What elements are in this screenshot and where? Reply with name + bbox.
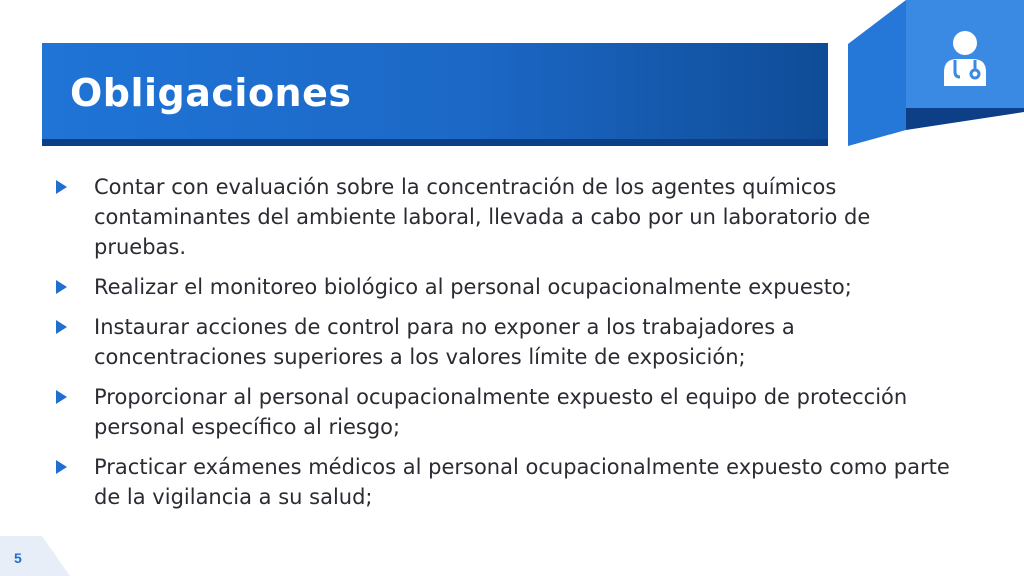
triangle-bullet-icon xyxy=(56,390,67,404)
corner-ribbon xyxy=(824,0,1024,150)
title-banner xyxy=(42,43,828,146)
bullet-item xyxy=(54,172,954,262)
bullet-item xyxy=(54,452,954,512)
page-number: 5 xyxy=(14,550,22,566)
page-corner xyxy=(0,536,70,576)
bullet-item xyxy=(54,272,954,302)
triangle-bullet-icon xyxy=(56,460,67,474)
bullet-text: Realizar el monitoreo biológico al personal ocupacionalmente expuesto; xyxy=(94,275,852,299)
triangle-bullet-icon xyxy=(56,320,67,334)
bullet-text: Practicar exámenes médicos al personal ocupacionalmente expuesto como parte de la vigilancia a su salud; xyxy=(94,455,950,509)
bullet-item xyxy=(54,382,954,442)
bullet-text: Proporcionar al personal ocupacionalmente expuesto el equipo de protección personal específico al riesgo; xyxy=(94,385,908,439)
doctor-icon xyxy=(940,30,990,88)
bullet-text: Contar con evaluación sobre la concentración de los agentes químicos contaminantes del ambiente laboral, llevada a cabo por un laboratorio de pruebas. xyxy=(94,175,871,259)
triangle-bullet-icon xyxy=(56,180,67,194)
slide-title: Obligaciones xyxy=(70,71,352,115)
bullet-item xyxy=(54,312,954,372)
bullet-list xyxy=(54,172,954,522)
triangle-bullet-icon xyxy=(56,280,67,294)
bullet-text: Instaurar acciones de control para no exponer a los trabajadores a concentraciones superiores a los valores límite de exposición; xyxy=(94,315,795,369)
